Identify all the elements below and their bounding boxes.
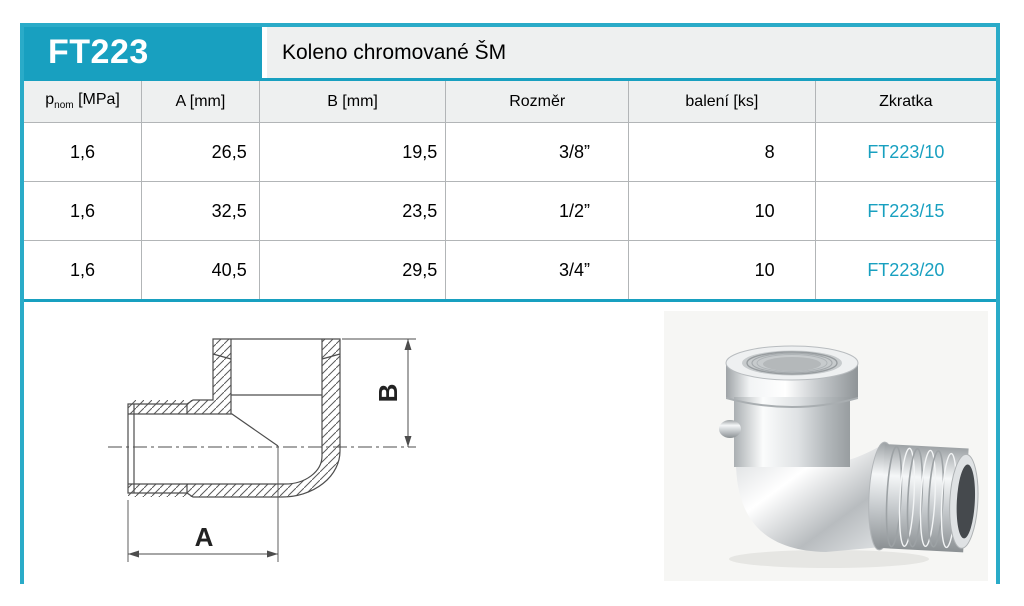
- cell-a: 26,5: [142, 123, 260, 182]
- cell-rozmer: 1/2”: [446, 182, 629, 241]
- col-header-pnom: $p_{nom}$ [MPa]: [24, 81, 142, 123]
- product-code: FT223: [48, 33, 149, 71]
- cell-zkratka: FT223/20: [815, 241, 996, 300]
- spec-table: [24, 81, 996, 299]
- product-title: Koleno chromované ŠM: [267, 27, 996, 78]
- hatch-right-bottom-wall: [128, 339, 340, 497]
- table-row: [24, 241, 996, 300]
- cell-a: 32,5: [142, 182, 260, 241]
- dim-b-label: B: [373, 383, 403, 403]
- female-socket: [719, 346, 858, 467]
- elbow-outline: [128, 339, 340, 497]
- cell-baleni: 8: [629, 123, 816, 182]
- cell-pnom: 1,6: [24, 182, 142, 241]
- dimension-b: [373, 339, 412, 447]
- casting-nub: [719, 420, 741, 438]
- centerlines: [108, 339, 416, 562]
- cell-rozmer: 3/8”: [446, 123, 629, 182]
- table-row: [24, 123, 996, 182]
- cell-zkratka: FT223/15: [815, 182, 996, 241]
- table-row: [24, 182, 996, 241]
- col-header-rozmer: Rozměr: [446, 81, 629, 123]
- cell-pnom: 1,6: [24, 123, 142, 182]
- cell-pnom: 1,6: [24, 241, 142, 300]
- chrome-elbow-illustration: [664, 311, 988, 581]
- cell-b: 23,5: [259, 182, 446, 241]
- cell-baleni: 10: [629, 241, 816, 300]
- photo-shadow: [729, 550, 929, 568]
- cell-b: 19,5: [259, 123, 446, 182]
- cell-zkratka: FT223/10: [815, 123, 996, 182]
- male-thread: [866, 441, 981, 555]
- dim-a-label: A: [194, 522, 214, 552]
- spec-table-header-row: [24, 81, 996, 123]
- technical-drawing: [80, 304, 500, 580]
- col-header-b: B [mm]: [259, 81, 446, 123]
- cell-rozmer: 3/4”: [446, 241, 629, 300]
- illustration-area: [24, 302, 996, 587]
- cell-b: 29,5: [259, 241, 446, 300]
- cell-a: 40,5: [142, 241, 260, 300]
- dimension-a: [128, 522, 278, 558]
- col-header-baleni: balení [ks]: [629, 81, 816, 123]
- cell-baleni: 10: [629, 182, 816, 241]
- col-header-zkratka: Zkratka: [815, 81, 996, 123]
- hatch-left-top-wall: [128, 339, 231, 414]
- product-photo: [664, 311, 988, 581]
- header-band: [24, 27, 996, 78]
- col-header-a: A [mm]: [142, 81, 260, 123]
- product-code-box: [24, 27, 262, 78]
- page-frame: [20, 23, 1000, 584]
